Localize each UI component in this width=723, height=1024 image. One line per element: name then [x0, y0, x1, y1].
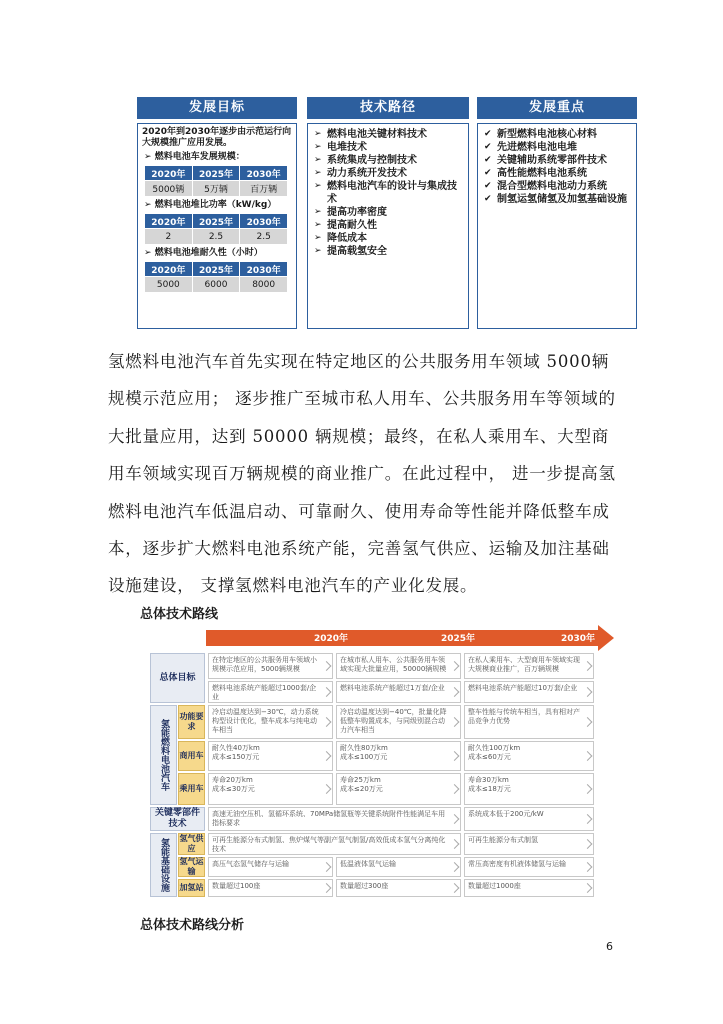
roadmap-figure	[148, 623, 613, 903]
sub-function: 功能要求	[178, 705, 205, 739]
arrow-bullet-icon: ➢	[144, 200, 155, 210]
parts-cell: 系统成本低于200元/kW	[464, 807, 594, 831]
goal-cell: 燃料电池系统产能超过10万套/企业	[464, 681, 594, 703]
category-parts: 关键零部件技术	[150, 807, 205, 831]
timeline-year: 2030年	[561, 634, 596, 644]
category-vehicle: 氢能燃料电池汽车	[150, 705, 177, 805]
arrow-bullet-icon: ➢	[314, 142, 322, 152]
figure-caption-roadmap: 总体技术路线	[140, 607, 219, 622]
station-cell: 数量超过300座	[336, 879, 461, 897]
arrow-bullet-icon: ➢	[314, 220, 322, 230]
supply-cell: 可再生能源分布式制氢、焦炉煤气等副产氢气制氢/高效低成本氢气分离纯化技术	[208, 833, 461, 855]
arrow-bullet-icon: ➢	[314, 246, 322, 256]
development-overview-figure	[137, 97, 637, 329]
goal-cell: 在私人乘用车、大型商用车领域实现大规模商业推广，百万辆规模	[464, 653, 594, 679]
arrow-bullet-icon: ➢	[314, 168, 322, 178]
goal-cell: 在城市私人用车、公共服务用车领域实现大批量应用，50000辆规模	[336, 653, 461, 679]
timeline-year: 2020年	[314, 634, 349, 644]
list-item: ➢ 系统集成与控制技术	[314, 155, 417, 166]
focus-column-box	[477, 123, 637, 329]
page-number: 6	[606, 940, 613, 953]
goal-group-label: ➢ 燃料电池堆耐久性（小时）	[144, 248, 263, 258]
goal-cell: 燃料电池系统产能超过1000套/企业	[208, 681, 333, 703]
goal-column	[137, 97, 297, 329]
goal-table-power: 2020年 2025年 2030年 2 2.5 2.5	[144, 213, 288, 245]
list-item: ➢ 燃料电池关键材料技术	[314, 129, 427, 140]
function-cell: 冷启动温度达到−40℃，批量化降低整车购置成本，与同级别混合动力汽车相当	[336, 705, 461, 739]
goal-cell: 燃料电池系统产能超过1万套/企业	[336, 681, 461, 703]
goal-intro: 2020年到2030年逐步由示范运行向大规模推广应用发展。	[142, 127, 292, 148]
sub-station: 加氢站	[178, 879, 205, 897]
arrow-bullet-icon: ➢	[314, 155, 322, 165]
timeline-arrow	[206, 625, 598, 651]
list-item: ✔ 关键辅助系统零部件技术	[484, 155, 607, 166]
sub-commercial: 商用车	[178, 741, 205, 771]
transport-cell: 高压气态氢气储存与运输	[208, 857, 333, 877]
arrow-bullet-icon: ➢	[314, 181, 322, 191]
commercial-cell: 耐久性100万km 成本≤60万元	[464, 741, 594, 771]
tech-path-list	[308, 124, 468, 258]
category-goal: 总体目标	[150, 653, 205, 703]
timeline-bar	[206, 630, 601, 646]
timeline-year: 2025年	[441, 634, 476, 644]
goal-table-durability: 2020年 2025年 2030年 5000 6000 8000	[144, 261, 288, 293]
goal-column-box	[137, 123, 297, 329]
list-item: ✔ 混合型燃料电池动力系统	[484, 181, 607, 192]
station-cell: 数量超过1000座	[464, 879, 594, 897]
list-item: ✔ 高性能燃料电池系统	[484, 168, 587, 179]
goal-group-label: ➢ 燃料电池车发展规模：	[144, 152, 245, 162]
list-item: ➢ 提高载氢安全	[314, 246, 387, 257]
focus-column-title: 发展重点	[477, 97, 637, 119]
list-item: ✔ 制氢运氢储氢及加氢基础设施	[484, 194, 627, 205]
transport-cell: 常压高密度有机液体储氢与运输	[464, 857, 594, 877]
arrow-bullet-icon: ➢	[144, 152, 155, 162]
timeline-arrowhead	[598, 625, 614, 651]
goal-group-label: ➢ 燃料电池堆比功率（kW/kg）	[144, 200, 277, 210]
goal-column-title: 发展目标	[137, 97, 297, 119]
list-item: ➢ 降低成本	[314, 233, 367, 244]
passenger-cell: 寿命30万km 成本≤18万元	[464, 773, 594, 805]
focus-column	[477, 97, 637, 329]
goal-table-scale: 2020年 2025年 2030年 5000辆 5万辆 百万辆	[144, 165, 288, 197]
list-item: ➢ 动力系统开发技术	[314, 168, 407, 179]
sub-transport: 氢气运输	[179, 857, 204, 876]
body-paragraph	[108, 343, 618, 605]
commercial-cell: 耐久性80万km 成本≤100万元	[336, 741, 461, 771]
parts-cell: 高速无油空压机、氢循环系统、70MPa储氢瓶等关键系统附件性能满足车用指标要求	[208, 807, 461, 831]
check-icon: ✔	[484, 155, 492, 165]
sub-supply: 氢气供应	[179, 834, 204, 853]
list-item: ➢ 提高功率密度	[314, 207, 387, 218]
category-infra: 氢能基础设施	[150, 833, 177, 897]
arrow-bullet-icon: ➢	[144, 248, 155, 258]
tech-path-box	[307, 123, 469, 329]
check-icon: ✔	[484, 142, 492, 152]
list-item: ➢ 电堆技术	[314, 142, 367, 153]
tech-path-column	[307, 97, 469, 329]
function-cell: 整车性能与传统车相当，具有相对产品竞争力优势	[464, 705, 594, 739]
list-item: ➢ 提高耐久性	[314, 220, 377, 231]
arrow-bullet-icon: ➢	[314, 129, 322, 139]
goal-cell: 在特定地区的公共服务用车领域小规模示范应用，5000辆规模	[208, 653, 333, 679]
check-icon: ✔	[484, 181, 492, 191]
function-cell: 冷启动温度达到−30℃，动力系统构型设计优化，整车成本与纯电动车相当	[208, 705, 333, 739]
list-item: ✔ 先进燃料电池电堆	[484, 142, 577, 153]
focus-list	[478, 124, 636, 206]
section-heading-analysis: 总体技术路线分析	[140, 918, 245, 933]
station-cell: 数量超过100座	[208, 879, 333, 897]
list-item: ➢ 燃料电池汽车的设计与集成技术	[314, 181, 457, 205]
arrow-bullet-icon: ➢	[314, 233, 322, 243]
commercial-cell: 耐久性40万km 成本≤150万元	[208, 741, 333, 771]
passenger-cell: 寿命25万km 成本≤20万元	[336, 773, 461, 805]
check-icon: ✔	[484, 168, 492, 178]
check-icon: ✔	[484, 129, 492, 139]
paragraph-text: 氢燃料电池汽车首先实现在特定地区的公共服务用车领域 5000辆规模示范应用； 逐步推广至城市私人用车、公共服务用车等领域的大批量应用，达到 50000 辆规模；最终，在私人乘用车、大型商用车领域实现百万辆规模的商业推广。在此过程中， 进一步提高氢燃料电池汽车低温启动、可靠耐久、使用寿命等性能并降低整车成本，逐步扩大燃料电池系统产能，完善氢气供应、运输及加注基础设施建设， 支撑氢燃料电池汽车的产业化发展。	[108, 352, 616, 596]
check-icon: ✔	[484, 194, 492, 204]
passenger-cell: 寿命20万km 成本≤30万元	[208, 773, 333, 805]
list-item: ✔ 新型燃料电池核心材料	[484, 129, 597, 140]
sub-passenger: 乘用车	[178, 773, 205, 805]
transport-cell: 低温液体氢气运输	[336, 857, 461, 877]
tech-path-title: 技术路径	[307, 97, 469, 119]
supply-cell: 可再生能源分布式制氢	[464, 833, 594, 855]
arrow-bullet-icon: ➢	[314, 207, 322, 217]
